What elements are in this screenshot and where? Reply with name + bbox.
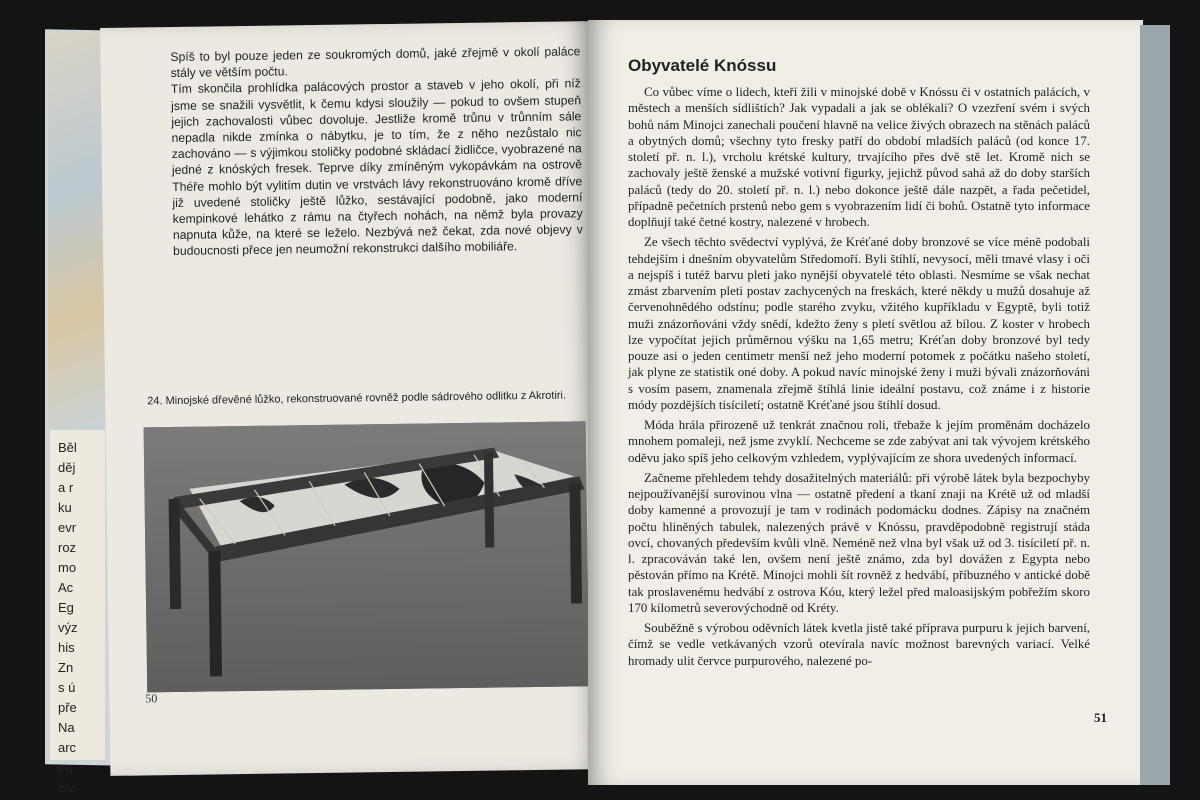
right-page-body: [628, 84, 1090, 673]
paragraph: Tím skončila prohlídka palácových prostor a staveb v jeho okolí, při níž jsme se snažili vysvětlit, k čemu kdysi sloužily — pokud to ovšem stupeň jejich zachovalosti vůbec dovoluje. Jestliže kromě trůnu v trůnním sále nepadla nikde zmínka o nábytku, je to tím, že z něho nezůstalo nic zachováno — s výjimkou stoličky podobné skládací židličce, vyobrazené na jedné z knóských fresek. Teprve díky zmíněným vykopávkám na ostrově Théře mohlo být vylitím dutin ve vrstvách lávy rekonstruováno kromě dříve již uvedené stoličky ještě lůžko, sestávající podobně, jako moderní kempinkové lehátko z rámu na čtyřech nohách, na němž byla provazy napnuta kůže, na které se leželo. Nezbývá než čekat, zda nové objevy v budoucnosti přece jen neumožní rekonstrukci dalšího mobiliáře.: [170, 76, 583, 259]
edge-text: roz: [58, 540, 77, 555]
page-number: 50: [145, 691, 158, 706]
edge-text: Běl: [58, 440, 77, 455]
edge-text: s ú: [58, 680, 76, 695]
edge-text: pu: [58, 760, 73, 775]
edge-text: a r: [58, 480, 74, 495]
previous-page-edge: [50, 430, 105, 795]
edge-text: mo: [58, 560, 77, 575]
edge-text: Eg: [58, 600, 74, 615]
paragraph: Začneme přehledem tehdy dosažitelných materiálů: při výrobě látek byla bezpochyby nejpoužívanější surovinou vlna — ostatně předení a tkaní znaji na Krétě už od mladší doby kamenné a provozují je tam v rodinách podomácku dodnes. Zápisy na značném počtu hliněných tabulek, nalezených právě v Knóssu, pravděpodobně registrují stáda ovcí, chovaných především kvůli vlně. Neméně než vlna byl však už od 3. tisíciletí př. n. l. zpracováván také len, ovšem není ještě známo, zda byl dovážen z Egypta nebo pěstován přímo na Krétě. Minojci mohli šít rovněž z hedvábí, příbuzného v antické době tak proslavenému hedvábí z ostrova Kóu, který ležel před maloasijským pobřežím skoro 170 kilometrů severovýchodně od Kréty.: [628, 470, 1090, 615]
book-cover-right: [1140, 25, 1170, 785]
cover-illustration: [48, 32, 108, 432]
paragraph: Móda hrála přirozeně už tenkrát značnou roli, třebaže k jejím proměnám docházelo mnohem pomaleji, než jsme zvyklí. Nechceme se zde zabývat ani tak vývojem krétského oděvu jako spíš jeho celkovým vzhledem, vyplývajícím ze shora uvedených informací.: [628, 418, 1090, 465]
edge-text: výz: [58, 620, 78, 635]
edge-text: Zn: [58, 660, 74, 675]
bed-photograph: [144, 421, 590, 692]
edge-text: ku: [58, 500, 72, 515]
left-page: [100, 21, 600, 776]
paragraph: Co vůbec víme o lidech, kteří žili v minojské době v Knóssu či v ostatních palácích, v městech a menších sídlištích? Jak vypadali a jak se oblékali? O vzezření svém i svých bohů nám Minojci zanechali poučení hlavně na velice živých obrazech na stěnách paláců a obytných domů; všechny tyto fresky patří do období mladších paláců (od konce 17. století př. n. l.), vrcholu krétské kultury, trvajícího přes dvě stě let. Kromě nich se zachovaly ještě ženské a mužské votivní figurky, jejichž původ sahá až do doby starších paláců (tedy do 20. století př. n. l.) nebo dokonce ještě dále nazpět, a řada pečetidel, případně pečetních prstenů nebo gem s vyobrazením lidí či bohů. Ostatně tyto informace doplňují také četné kostry, nalezené v hrobech.: [628, 85, 1090, 229]
edge-text: evr: [58, 520, 77, 535]
paragraph: Souběžně s výrobou oděvních látek kvetla jistě také příprava purpuru k jejich barvení, čímž se vedle vetkávaných vzorů otevírala navíc možnost barevných variací. Velké hromady ulit červce purpurového, nalezené po-: [628, 621, 1090, 668]
paragraph: Spíš to byl pouze jeden ze soukromých domů, jaké zřejmě v okolí paláce stály ve větším počtu.: [170, 44, 581, 81]
edge-text: pře: [58, 700, 77, 715]
left-page-body: [170, 43, 583, 259]
right-page: [588, 20, 1143, 785]
page-number: 51: [1094, 710, 1107, 725]
bed-illustration: [144, 421, 590, 692]
edge-text: arc: [58, 740, 77, 755]
edge-text: živ: [58, 780, 74, 795]
edge-text: Ac: [58, 580, 74, 595]
chapter-title: Obyvatelé Knóssu: [628, 56, 777, 75]
figure-caption: 24. Minojské dřevěné lůžko, rekonstruované rovněž podle sádrového odlitku z Akrotiri.: [147, 389, 567, 408]
edge-text: děj: [58, 460, 76, 475]
edge-text: his: [58, 640, 75, 655]
edge-text: Na: [58, 720, 75, 735]
paragraph: Ze všech těchto svědectví vyplývá, že Kréťané doby bronzové se více méně podobali tehdejším i dnešním obyvatelům Středomoří. Byli štíhlí, nevysocí, měli tmavé vlasy i oči a nejspíš i tutéž barvu pleti jako nynější obyvatelé této oblasti. Nesmíme se však nechat zmást zbarvením pleti postav zachycených na freskách, které někdy u mužů dosahuje až červenohnědého odstínu; podle starého zvyku, vžitého kupříkladu v Egyptě, byli totiž muži znázorňováni vždy snědí, kdežto ženy s pletí světlou až bílou. Z koster v hrobech lze vypočítat jejich průměrnou výšku na 1,65 metru; Kréťan doby bronzové byl tedy pouze asi o jeden centimetr menší než jeho moderní potomek z počátku našeho století, jak plyne ze statistik oné doby. A pokud navíc minojské ženy i muži bývali znázorňováni s vosím pasem, znamenala zřejmě štíhlá linie ideální postavu, což známe i z historie módy pozdějších tisíciletí; ostatně Kréťané jsou štíhlí dosud.: [628, 235, 1090, 412]
